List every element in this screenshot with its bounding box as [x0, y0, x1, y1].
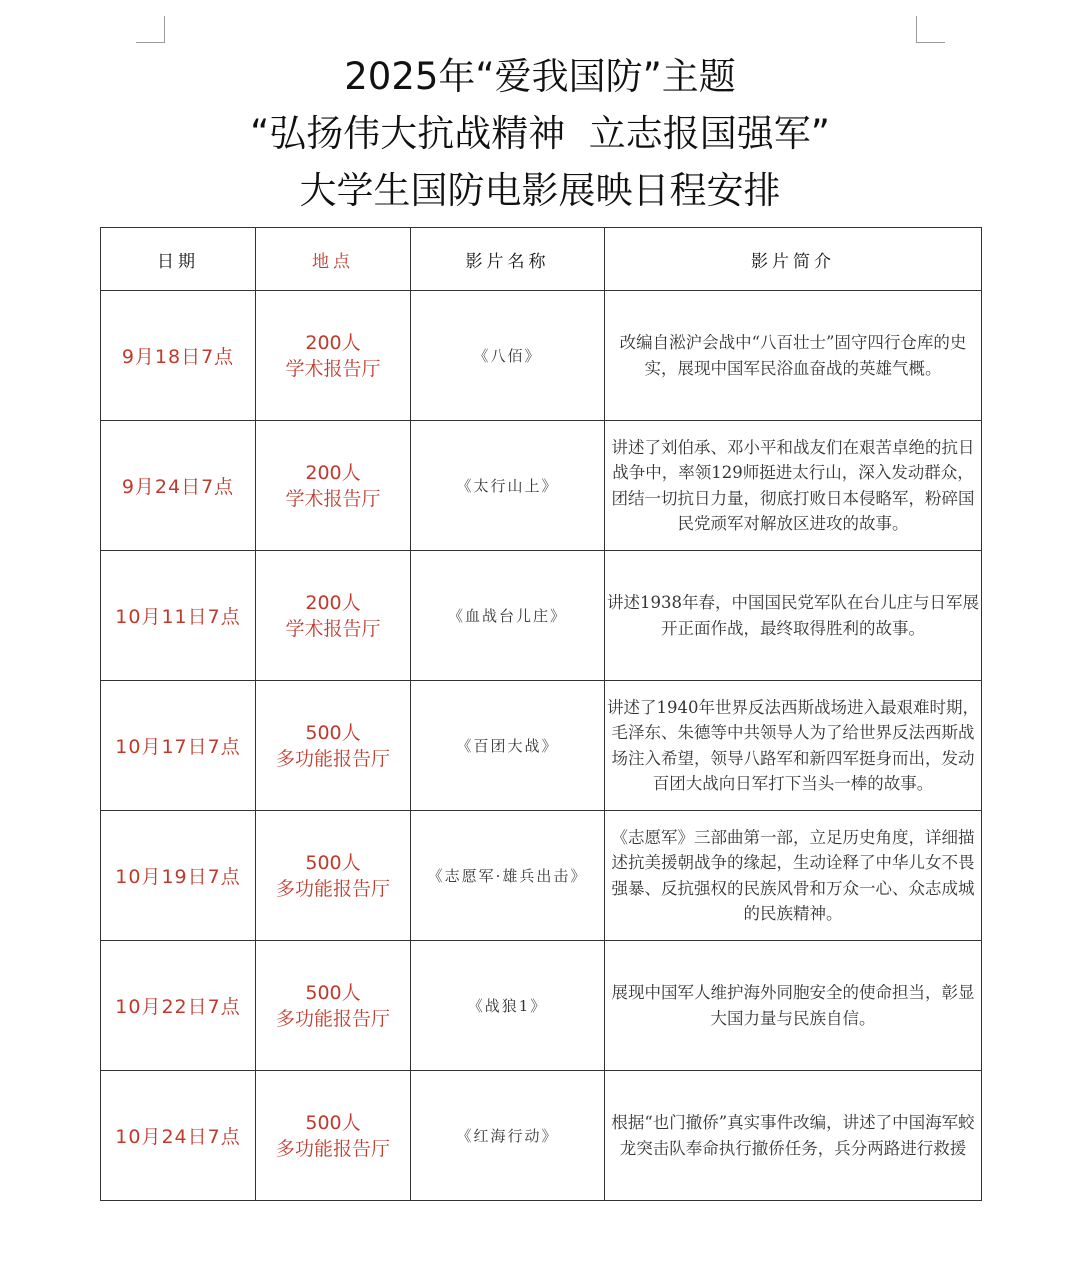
table-row [101, 1071, 982, 1201]
film-title-cell: 《战狼1》 [411, 941, 605, 1071]
venue-hall: 多功能报告厅 [275, 1007, 390, 1030]
header-film: 影片名称 [411, 228, 605, 291]
venue-hall: 多功能报告厅 [275, 1137, 390, 1160]
venue-capacity: 500人 [305, 981, 361, 1004]
table-header-row [101, 228, 982, 291]
date-cell: 9月24日7点 [101, 421, 256, 551]
table-row [101, 291, 982, 421]
venue-hall: 多功能报告厅 [275, 747, 390, 770]
film-title-cell: 《志愿军·雄兵出击》 [411, 811, 605, 941]
venue-cell [256, 941, 411, 1071]
venue-capacity: 500人 [305, 721, 361, 744]
venue-hall: 学术报告厅 [285, 357, 381, 380]
date-cell: 10月22日7点 [101, 941, 256, 1071]
crop-mark-top-right [916, 16, 945, 43]
date-cell: 10月19日7点 [101, 811, 256, 941]
header-venue: 地点 [256, 228, 411, 291]
table-row [101, 941, 982, 1071]
venue-cell [256, 1071, 411, 1201]
title-line-1: 2025年“爱我国防”主题 [344, 55, 736, 98]
venue-cell [256, 551, 411, 681]
venue-cell [256, 421, 411, 551]
table-row [101, 421, 982, 551]
table-row [101, 551, 982, 681]
header-intro: 影片简介 [605, 228, 982, 291]
film-title-cell: 《红海行动》 [411, 1071, 605, 1201]
venue-capacity: 500人 [305, 851, 361, 874]
venue-cell [256, 811, 411, 941]
screening-schedule-table [100, 227, 982, 1201]
crop-mark-top-left [136, 16, 165, 43]
film-intro-cell: 讲述了1940年世界反法西斯战场进入最艰难时期，毛泽东、朱德等中共领导人为了给世界反法西斯战场注入希望，领导八路军和新四军挺身而出，发动百团大战向日军打下当头一棒的故事。 [605, 681, 982, 811]
table-row [101, 681, 982, 811]
film-intro-cell: 讲述了刘伯承、邓小平和战友们在艰苦卓绝的抗日战争中，率领129师挺进太行山，深入发动群众，团结一切抗日力量，彻底打败日本侵略军，粉碎国民党顽军对解放区进攻的故事。 [605, 421, 982, 551]
venue-hall: 学术报告厅 [285, 617, 381, 640]
film-intro-cell: 《志愿军》三部曲第一部，立足历史角度，详细描述抗美援朝战争的缘起，生动诠释了中华儿女不畏强暴、反抗强权的民族风骨和万众一心、众志成城的民族精神。 [605, 811, 982, 941]
document-title [0, 48, 1080, 219]
header-date: 日期 [101, 228, 256, 291]
date-cell: 10月24日7点 [101, 1071, 256, 1201]
date-cell: 10月17日7点 [101, 681, 256, 811]
film-title-cell: 《百团大战》 [411, 681, 605, 811]
film-intro-cell: 展现中国军人维护海外同胞安全的使命担当，彰显大国力量与民族自信。 [605, 941, 982, 1071]
film-title-cell: 《血战台儿庄》 [411, 551, 605, 681]
film-intro-cell: 讲述1938年春，中国国民党军队在台儿庄与日军展开正面作战，最终取得胜利的故事。 [605, 551, 982, 681]
venue-cell [256, 291, 411, 421]
title-line-3: 大学生国防电影展映日程安排 [299, 169, 781, 212]
venue-capacity: 200人 [305, 591, 361, 614]
venue-capacity: 500人 [305, 1111, 361, 1134]
venue-cell [256, 681, 411, 811]
film-title-cell: 《太行山上》 [411, 421, 605, 551]
venue-hall: 学术报告厅 [285, 487, 381, 510]
table-row [101, 811, 982, 941]
venue-capacity: 200人 [305, 331, 361, 354]
venue-hall: 多功能报告厅 [275, 877, 390, 900]
date-cell: 10月11日7点 [101, 551, 256, 681]
date-cell: 9月18日7点 [101, 291, 256, 421]
venue-capacity: 200人 [305, 461, 361, 484]
title-line-2: “弘扬伟大抗战精神 立志报国强军” [250, 112, 830, 155]
film-intro-cell: 改编自淞沪会战中“八百壮士”固守四行仓库的史实，展现中国军民浴血奋战的英雄气概。 [605, 291, 982, 421]
film-title-cell: 《八佰》 [411, 291, 605, 421]
film-intro-cell: 根据“也门撤侨”真实事件改编，讲述了中国海军蛟龙突击队奉命执行撤侨任务，兵分两路进行救援 [605, 1071, 982, 1201]
